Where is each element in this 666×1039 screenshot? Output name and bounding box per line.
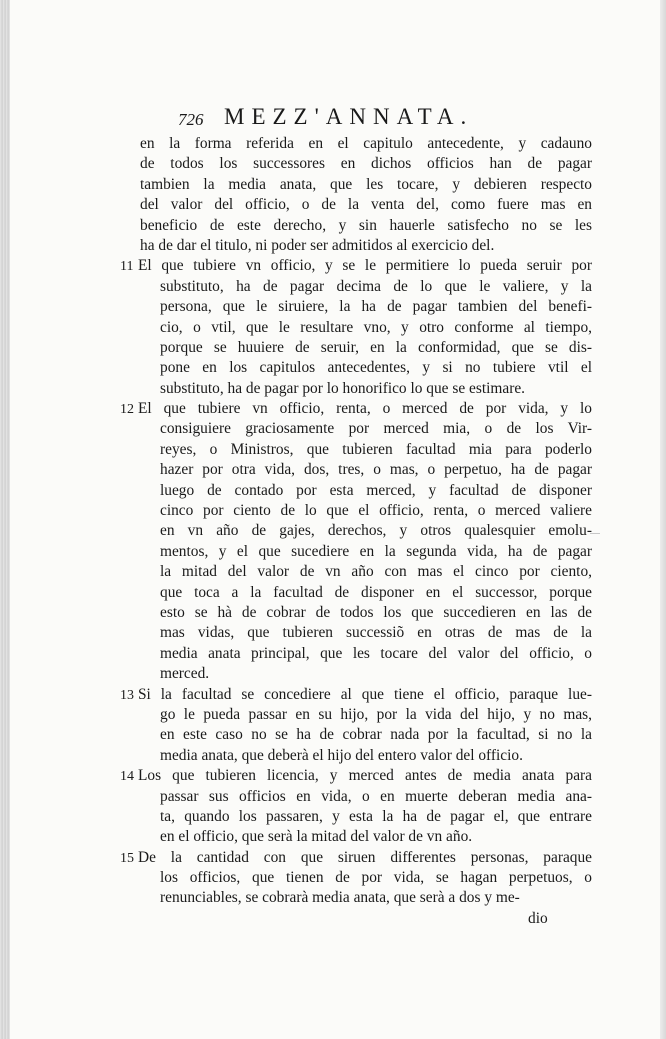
book-fore-edge <box>0 0 10 1039</box>
text-line: beneficio de este derecho, y sin hauerle satisfecho no se les <box>140 216 592 234</box>
text-line: merced. <box>160 665 210 683</box>
text-line: la mitad del valor de vn año con mas el cinco por ciento, <box>160 563 592 581</box>
text-line: reyes, o Ministros, que tubieren facultad mia para poderlo <box>160 440 592 458</box>
paragraph <box>120 399 592 684</box>
text-line: renunciables, se cobrarà media anata, que serà a dos y me- <box>160 889 520 907</box>
text-line: media anata principal, que les tocare del valor del officio, o <box>160 644 592 662</box>
paragraph <box>120 685 592 767</box>
page-gutter <box>660 0 666 1039</box>
page-number: 726 <box>178 110 204 129</box>
text-line: cio, o vtil, que le resultare vno, y otro conforme al tiempo, <box>160 318 592 336</box>
text-line: mentos, y el que sucediere en la segunda vida, ha de pagar <box>160 542 592 560</box>
paragraph <box>140 134 592 256</box>
running-title: MEZZ'ANNATA. <box>224 104 474 129</box>
text-line: substituto, ha de pagar por lo honorifico lo que se estimare. <box>160 379 526 397</box>
text-line: hazer por otra vida, dos, tres, o mas, o perpetuo, ha de pagar <box>160 461 592 479</box>
text-line: en vn año de gajes, derechos, y otros qualesquier emolu- <box>160 522 592 540</box>
text-line <box>120 766 592 786</box>
ink-mark <box>590 527 600 534</box>
text-line: passar sus officios en vida, o en muerte deberan media ana- <box>160 787 592 805</box>
text-line: en la forma referida en el capitulo antecedente, y cadauno <box>140 135 592 152</box>
text-line: en este caso no se ha de cobrar nada por la facultad, si no la <box>160 726 592 744</box>
text-line: tambien la media anata, que les tocare, y debieren respecto <box>140 175 592 193</box>
text-line <box>120 685 592 705</box>
line-text: Si la facultad se concediere al que tiene el officio, paraque lue- <box>138 685 592 703</box>
line-text: El que tubiere vn officio, y se le permitiere lo pueda seruir por <box>138 257 592 275</box>
text-line: del valor del officio, o de la venta del, como fuere mas en <box>140 196 592 214</box>
text-line: en el officio, que serà la mitad del valor de vn año. <box>160 828 473 846</box>
text-line: mas vidas, que tubieren successiõ en otras de mas de la <box>160 624 592 642</box>
text-line: consiguiere graciosamente por merced mia, o de los Vir- <box>160 420 592 438</box>
text-line: de todos los successores en dichos officios han de pagar <box>140 155 592 173</box>
text-line: que toca a la facultad de disponer en el successor, porque <box>160 583 592 601</box>
text-line: ha de dar el titulo, ni poder ser admitidos al exercicio del. <box>140 236 495 254</box>
text-line: porque se huuiere de seruir, en la conformidad, que se dis- <box>160 338 592 356</box>
text-line: luego de contado por esta merced, y facultad de disponer <box>160 481 592 499</box>
paragraph-number: 12 <box>120 402 134 418</box>
text-line: go le pueda passar en su hijo, por la vida del hijo, y no mas, <box>160 705 592 723</box>
text-line: persona, que le siruiere, la ha de pagar tambien del benefi- <box>160 298 592 316</box>
text-line: pone en los capitulos antecedentes, y si no tubiere vtil el <box>160 359 592 377</box>
line-text: Los que tubieren licencia, y merced antes de media anata para <box>138 767 592 785</box>
text-line: media anata, que deberà el hijo del entero valor del officio. <box>160 746 523 764</box>
paragraph <box>120 766 592 848</box>
paragraph <box>120 848 592 909</box>
page-header <box>178 104 498 134</box>
paragraph-number: 15 <box>120 850 134 866</box>
text-line <box>120 256 592 276</box>
text-line <box>120 848 592 868</box>
text-line: ta, quando los passaren, y esta la ha de pagar el, que entrare <box>160 807 592 825</box>
text-line: esto se hà de cobrar de todos los que succedieren en las de <box>160 603 592 621</box>
text-line: cinco por ciento de lo que el officio, renta, o merced valiere <box>160 502 592 520</box>
line-text: De la cantidad con que siruen differentes personas, paraque <box>138 848 592 866</box>
body-text <box>120 134 592 909</box>
paragraph <box>120 256 592 399</box>
catchword: dio <box>528 910 548 927</box>
text-line: los officios, que tienen de por vida, se hagan perpetuos, o <box>160 869 592 887</box>
paragraph-number: 11 <box>120 259 134 275</box>
text-line <box>120 399 592 419</box>
text-line: substituto, ha de pagar decima de lo que le valiere, y la <box>160 277 592 295</box>
line-text: El que tubiere vn officio, renta, o merced de por vida, y lo <box>138 400 592 418</box>
paragraph-number: 13 <box>120 687 134 703</box>
paragraph-number: 14 <box>120 769 134 785</box>
